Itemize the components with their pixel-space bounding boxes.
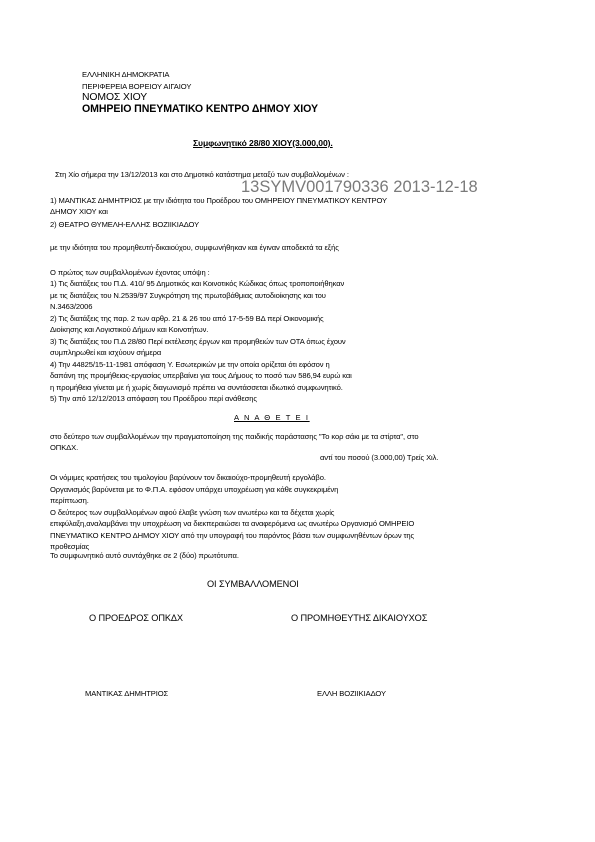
party-line: 1) ΜΑΝΤΙΚΑΣ ΔΗΜΗΤΡΙΟΣ με την ιδιότητα του Προέδρου του ΟΜΗΡΕΙΟΥ ΠΝΕΥΜΑΤΙΚΟΥ ΚΕΝΤΡΟΥ (50, 196, 388, 205)
agreement-line: με την ιδιότητα του προμηθευτή-δικαιούχου, συμφωνήθηκαν και έγιναν αποδεκτά τα εξής (50, 243, 339, 252)
consideration-line: 5) Την από 12/12/2013 απόφαση του Προέδρου περί ανάθεσης (50, 394, 257, 403)
assignment-line: στο δεύτερο των συμβαλλομένων την πραγματοποίηση της παιδικής παράστασης "Το κορ σάκι με τα στίρτα", στο (50, 432, 419, 441)
supplier-role: Ο ΠΡΟΜΗΘΕΥΤΗΣ ΔΙΚΑΙΟΥΧΟΣ (291, 613, 428, 623)
consideration-line: 3) Τις διατάξεις του Π.Δ 28/80 Περί εκτέλεσης έργων και προμηθειών των ΟΤΑ όπως έχουν (50, 337, 346, 346)
consideration-line: Ν.3463/2006 (50, 302, 93, 311)
signatories-heading: ΟΙ ΣΥΜΒΑΛΛΟΜΕΝΟΙ (207, 579, 299, 589)
party-line: 2) ΘΕΑΤΡΟ ΘΥΜΕΛΗ-ΕΛΛΗΣ ΒΟΖΙΙΚΙΑΔΟΥ (50, 220, 200, 229)
term-line: περίπτωση. (50, 496, 89, 505)
consideration-line: Ο πρώτος των συμβαλλομένων έχοντας υπόψη : (50, 268, 210, 277)
registry-stamp: 13SYMV001790336 2013-12-18 (241, 178, 478, 196)
intro-line: Στη Χίο σήμερα την 13/12/2013 και στο Δημοτικό κατάστημα μεταξύ των συμβαλλομένων : (55, 170, 349, 179)
president-role: Ο ΠΡΟΕΔΡΟΣ ΟΠΚΔΧ (89, 613, 183, 623)
president-name: ΜΑΝΤΙΚΑΣ ΔΗΜΗΤΡΙΟΣ (85, 689, 169, 698)
amount-line: αντί του ποσού (3.000,00) Τρείς Χιλ. (320, 453, 439, 462)
assigns-heading: Α Ν Α Θ Ε Τ Ε Ι (234, 413, 310, 422)
term-line: Ο δεύτερος των συμβαλλομένων αφού έλαβε γνώση των ανωτέρω και τα δέχεται χωρίς (50, 508, 335, 517)
consideration-line: με τις διατάξεις του Ν.2539/97 Συγκρότηση της πρωτοβάθμιας αυτοδιοίκησης και του (50, 291, 326, 300)
region-header: ΠΕΡΙΦΕΡΕΙΑ ΒΟΡΕΙΟΥ ΑΙΓΑΙΟΥ (82, 82, 192, 91)
organization-header: ΟΜΗΡΕΙΟ ΠΝΕΥΜΑΤΙΚΟ ΚΕΝΤΡΟ ΔΗΜΟΥ ΧΙΟΥ (82, 103, 318, 115)
assignment-line: ΟΠΚΔΧ. (50, 443, 79, 452)
country-header: ΕΛΛΗΝΙΚΗ ΔΗΜΟΚΡΑΤΙΑ (82, 70, 170, 79)
consideration-line: Διοίκησης και Λογιστικού Δήμων και Κοινοτήτων. (50, 325, 209, 334)
term-line: επιφύλαξη,αναλαμβάνει την υποχρέωση να διεκπεραιώσει τα αναφερόμενα ως ανωτέρω Οργανισμό ΟΜΗΡΕΙΟ (50, 519, 415, 528)
term-line: ΠΝΕΥΜΑΤΙΚΟ ΚΕΝΤΡΟ ΔΗΜΟΥ ΧΙΟΥ από την υπογραφή του παρόντος βάσει των συμφωνηθέντων όρων της (50, 531, 415, 540)
supplier-name: ΕΛΛΗ ΒΟΖΙΙΚΙΑΔΟΥ (317, 689, 386, 698)
party-line: ΔΗΜΟΥ ΧΙΟΥ και (50, 207, 108, 216)
consideration-line: 1) Τις διατάξεις του Π.Δ. 410/ 95 Δημοτικός και Κοινοτικός Κώδικας όπως τροποποιήθηκαν (50, 279, 345, 288)
term-line: προθεσμίας (50, 542, 90, 551)
term-line: Το συμφωνητικό αυτό συντάχθηκε σε 2 (δύο) πρωτότυπα. (50, 551, 239, 560)
consideration-line: 4) Την 44825/15-11-1981 απόφαση Υ. Εσωτερικών με την οποία ορίζεται ότι εφόσον η (50, 360, 330, 369)
prefecture-header: ΝΟΜΟΣ ΧΙΟΥ (82, 92, 148, 103)
document-title: Συμφωνητικό 28/80 ΧΙΟΥ(3.000,00). (193, 138, 333, 148)
consideration-line: 2) Τις διατάξεις της παρ. 2 των αρθρ. 21 & 26 του από 17-5-59 ΒΔ περί Οικονομικής (50, 314, 324, 323)
term-line: Οι νόμιμες κρατήσεις του τιμολογίου βαρύνουν τον δικαιούχο-προμηθευτή εργολάβο. (50, 473, 326, 482)
consideration-line: συμπληρωθεί και ισχύουν σήμερα (50, 348, 162, 357)
consideration-line: δαπάνη της προμήθειας-εργασίας υπερβαίνει για τους Δήμους το ποσό των 586,94 ευρώ και (50, 371, 352, 380)
consideration-line: η προμήθεια γίνεται με ή χωρίς διαγωνισμό πρέπει να συντάσσεται ιδιωτικό συμφωνητικό. (50, 383, 343, 392)
term-line: Οργανισμός βαρύνεται με το Φ.Π.Α. εφόσον υπάρχει υποχρέωση για κάθε συγκεκριμένη (50, 485, 339, 494)
